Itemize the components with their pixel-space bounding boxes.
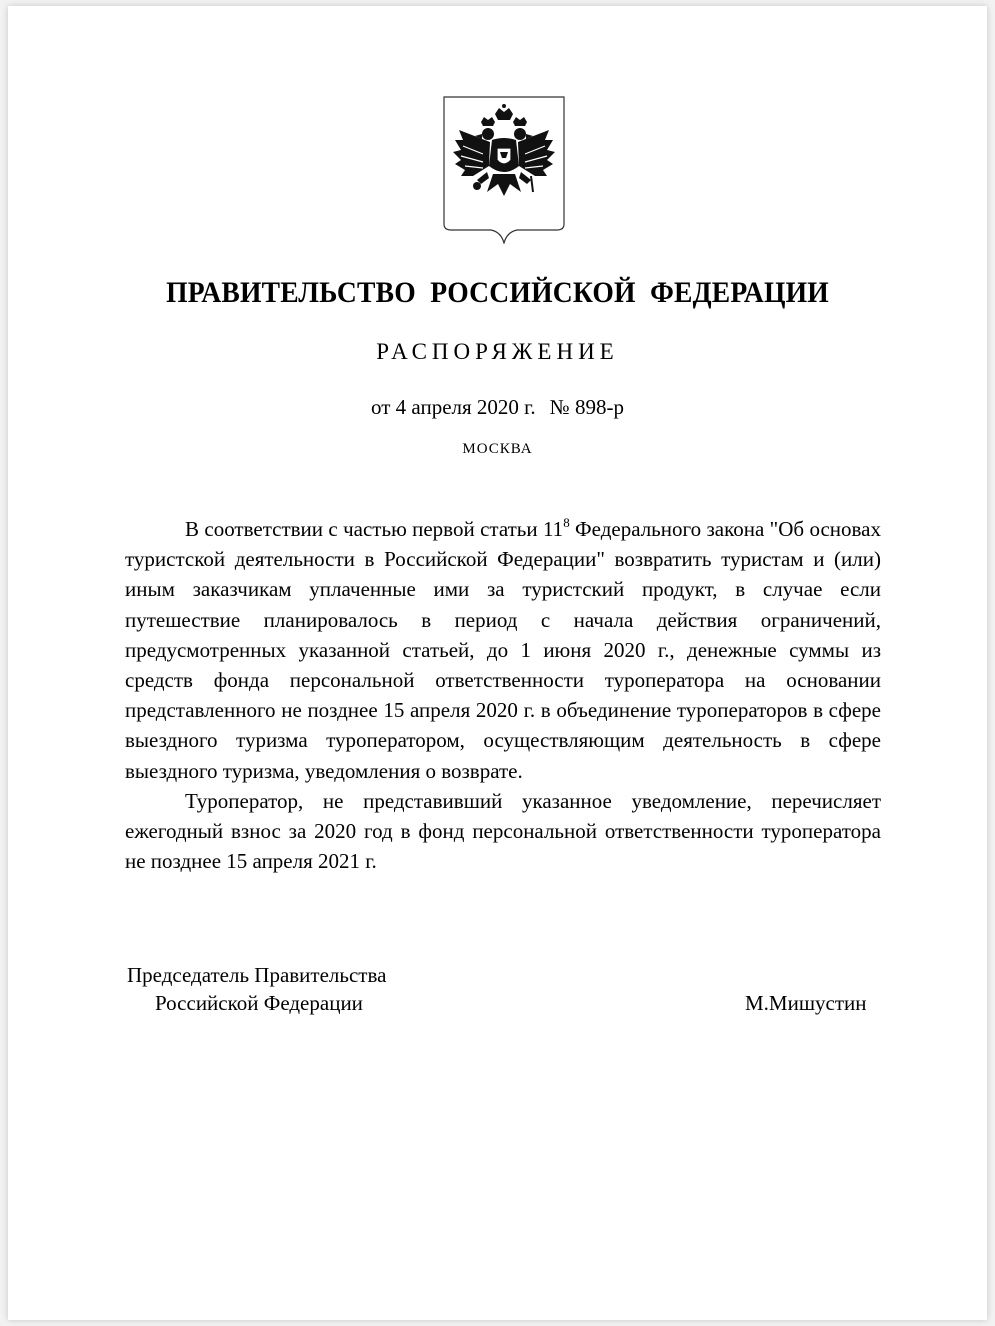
signatory-name: М.Мишустин	[745, 991, 867, 1015]
paragraph-2: Туроператор, не представивший указанное уведомление, перечисляет ежегодный взнос за 2020 год в фонд персональной ответственности туроператора не позднее 15 апреля 2021 г.	[125, 788, 881, 874]
signatory-position-line-2: Российской Федерации	[155, 991, 363, 1015]
document-date-number	[8, 395, 987, 420]
paragraph-1-start: В соответствии с частью первой статьи 11	[185, 517, 564, 541]
government-title: ПРАВИТЕЛЬСТВО РОССИЙСКОЙ ФЕДЕРАЦИИ	[166, 276, 829, 309]
document-date: от 4 апреля 2020 г.	[371, 395, 536, 419]
article-superscript: 8	[563, 515, 570, 530]
document-page	[8, 6, 987, 1320]
paragraph-1-rest: Федерального закона "Об основах туристской деятельности в Российской Федерации" возвратить туристам и (или) иным заказчикам уплаченные ими за туристский продукт, в случае если путешествие планировалось в период с начала действия ограничений, предусмотренных указанной статьей, до 1 июня 2020 г., денежные суммы из средств фонда персональной ответственности туроператора на основании представленного не позднее 15 апреля 2020 г. в объединение туроператоров в сфере выездного туризма туроператором, осуществляющим деятельность в сфере выездного туризма, уведомления о возврате.	[125, 517, 881, 783]
coat-of-arms-emblem	[443, 96, 565, 244]
document-city: МОСКВА	[462, 441, 533, 457]
document-type: РАСПОРЯЖЕНИЕ	[376, 339, 619, 364]
paragraph-1	[125, 514, 881, 786]
signatory-position	[127, 961, 386, 1017]
document-number: № 898-р	[549, 395, 624, 419]
signatory-position-line-1: Председатель Правительства	[127, 963, 387, 987]
document-body	[125, 514, 881, 876]
